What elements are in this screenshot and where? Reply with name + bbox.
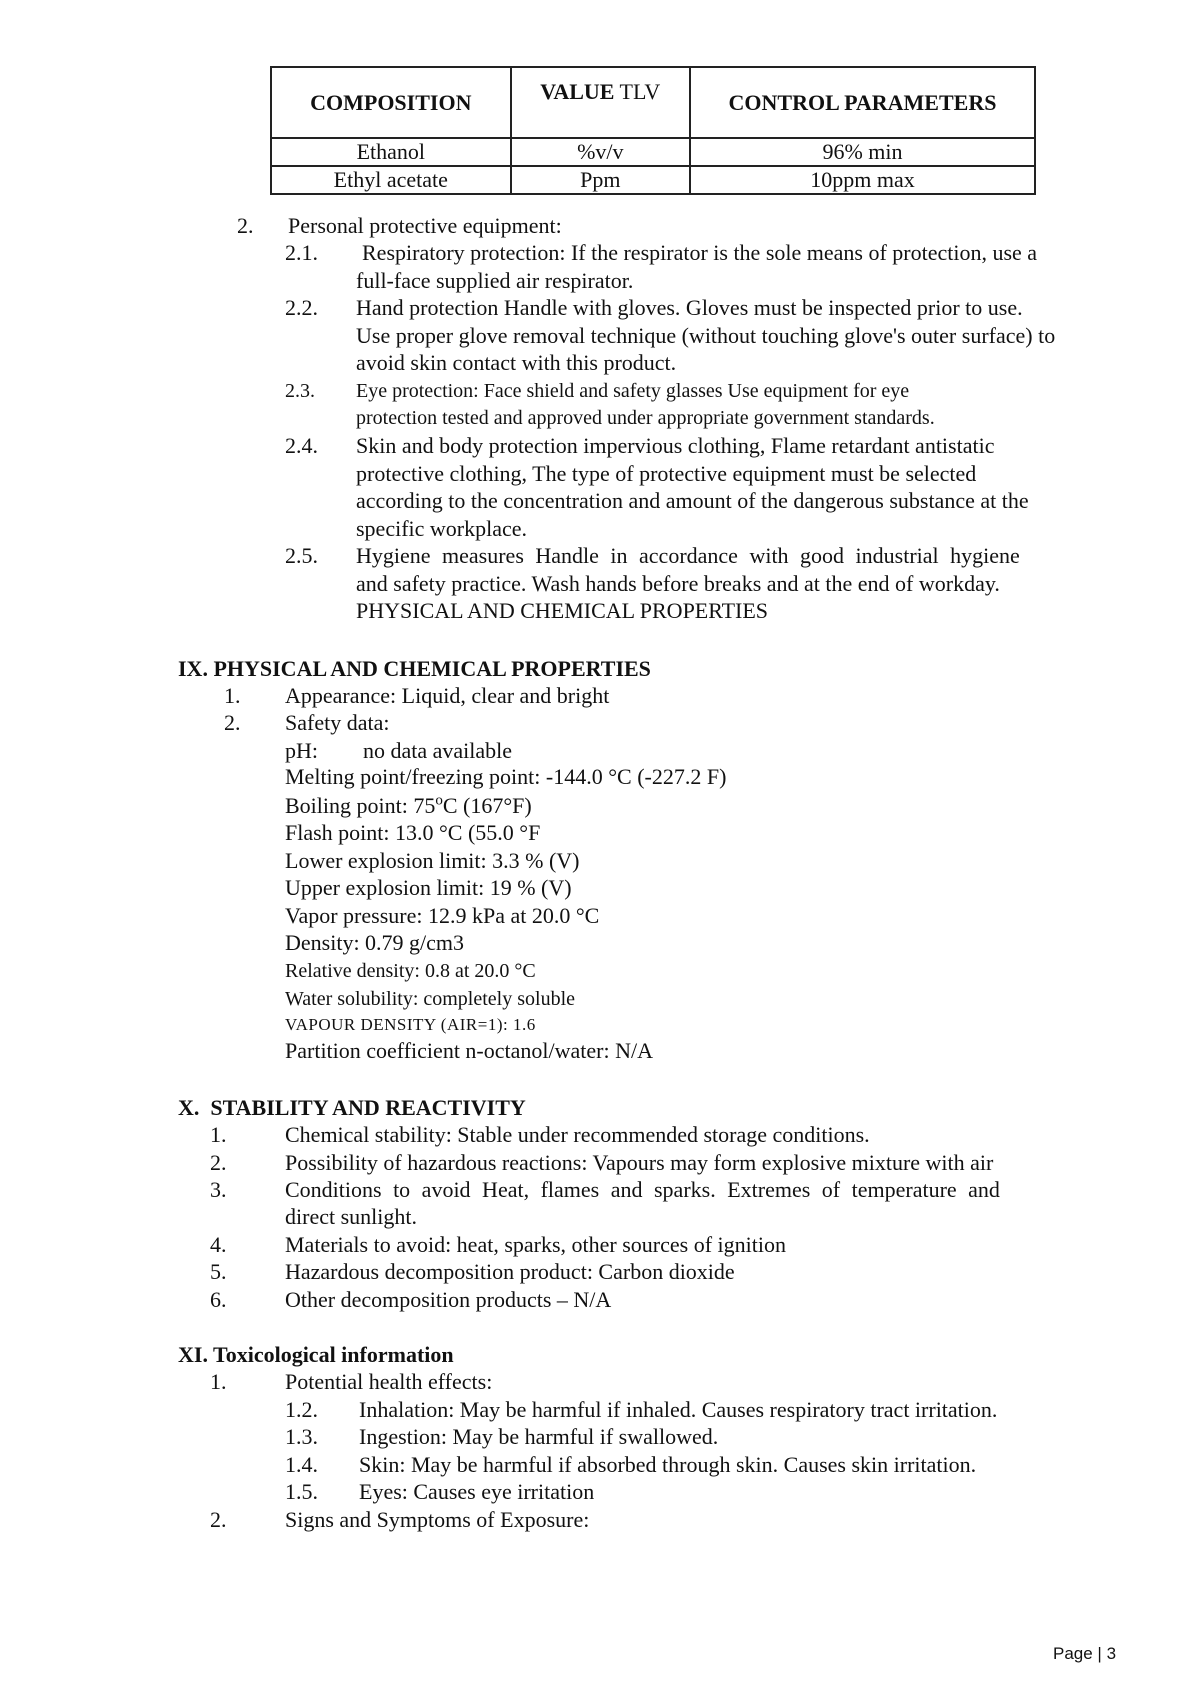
cell-value: %v/v: [511, 138, 690, 166]
ppe-item-number: 2.1.: [285, 240, 318, 265]
section-heading: X. STABILITY AND REACTIVITY: [178, 1095, 526, 1120]
ppe-item-line: PHYSICAL AND CHEMICAL PROPERTIES: [356, 598, 769, 623]
ppe-item-line: protective clothing, The type of protective equipment must be selected: [356, 461, 977, 486]
list-item-number: 3.: [210, 1177, 227, 1202]
ppe-item-number: 2.3.: [285, 380, 315, 402]
list-item-number: 1.: [210, 1369, 227, 1394]
ppe-item-line: Eye protection: Face shield and safety glasses Use equipment for eye: [356, 380, 910, 402]
header-value-tlv: TLV: [614, 79, 661, 104]
cell-composition: Ethanol: [271, 138, 511, 166]
sub-item-text: Skin: May be harmful if absorbed through skin. Causes skin irritation.: [359, 1452, 977, 1477]
sub-item-text: Eyes: Causes eye irritation: [359, 1479, 595, 1504]
ppe-item-line: protection tested and approved under appropriate government standards.: [356, 407, 935, 429]
sub-item-number: 1.2.: [285, 1397, 318, 1422]
list-item-text: Chemical stability: Stable under recommended storage conditions.: [285, 1122, 870, 1147]
upper-explosion-limit: Upper explosion limit: 19 % (V): [285, 875, 572, 900]
ppe-item-line: avoid skin contact with this product.: [356, 350, 677, 375]
boiling-point-unit: C (167°F): [442, 793, 532, 818]
sub-item-number: 1.4.: [285, 1452, 318, 1477]
boiling-point-text: Boiling point: 75: [285, 793, 436, 818]
cell-control: 10ppm max: [690, 166, 1035, 194]
water-solubility: Water solubility: completely soluble: [285, 988, 575, 1010]
vapor-pressure: Vapor pressure: 12.9 kPa at 20.0 °C: [285, 903, 600, 928]
table-row: [271, 138, 1035, 166]
list-item-number: 6.: [210, 1287, 227, 1312]
partition-coefficient: Partition coefficient n-octanol/water: N/A: [285, 1038, 653, 1063]
section-heading: IX. PHYSICAL AND CHEMICAL PROPERTIES: [178, 656, 651, 681]
header-control-parameters: CONTROL PARAMETERS: [690, 67, 1035, 138]
list-item-number: 2.: [224, 710, 241, 735]
section-heading: XI. Toxicological information: [178, 1342, 454, 1367]
ppe-title: Personal protective equipment:: [288, 213, 562, 238]
table-row: [271, 166, 1035, 194]
list-item-text: Other decomposition products – N/A: [285, 1287, 612, 1312]
list-item-number: 1.: [224, 683, 241, 708]
list-item-number: 2.: [210, 1507, 227, 1532]
ph-value: no data available: [363, 738, 513, 763]
header-composition: COMPOSITION: [271, 67, 511, 138]
list-item-text: Possibility of hazardous reactions: Vapours may form explosive mixture with air: [285, 1150, 994, 1175]
sub-item-text: Inhalation: May be harmful if inhaled. Causes respiratory tract irritation.: [359, 1397, 998, 1422]
ppe-item-line: Use proper glove removal technique (without touching glove's outer surface) to: [356, 323, 1056, 348]
list-item-number: 5.: [210, 1259, 227, 1284]
cell-composition: Ethyl acetate: [271, 166, 511, 194]
ppe-item-line: and safety practice. Wash hands before breaks and at the end of workday.: [356, 571, 1000, 596]
list-item-text: Hazardous decomposition product: Carbon dioxide: [285, 1259, 735, 1284]
vapour-density: VAPOUR DENSITY (AIR=1): 1.6: [285, 1015, 536, 1034]
cell-control: 96% min: [690, 138, 1035, 166]
list-item-number: 1.: [210, 1122, 227, 1147]
ppe-number: 2.: [237, 213, 254, 238]
header-value: [511, 67, 690, 138]
ppe-item-line: Skin and body protection impervious clothing, Flame retardant antistatic: [356, 433, 995, 458]
ppe-item-number: 2.2.: [285, 295, 318, 320]
ppe-item-line: Hygiene measures Handle in accordance with good industrial hygiene: [356, 543, 1020, 568]
ppe-item-line: specific workplace.: [356, 516, 528, 541]
density: Density: 0.79 g/cm3: [285, 930, 465, 955]
lower-explosion-limit: Lower explosion limit: 3.3 % (V): [285, 848, 580, 873]
flash-point: Flash point: 13.0 °C (55.0 °F: [285, 820, 541, 845]
ppe-item-line: Respiratory protection: If the respirator is the sole means of protection, use a: [362, 240, 1038, 265]
ppe-item-number: 2.5.: [285, 543, 318, 568]
ppe-item-number: 2.4.: [285, 433, 318, 458]
composition-table: [270, 66, 1036, 195]
melting-point: Melting point/freezing point: -144.0 °C (-227.2 F): [285, 764, 727, 789]
page-number: Page | 3: [1053, 1644, 1117, 1663]
ph-label: pH:: [285, 738, 318, 763]
relative-density: Relative density: 0.8 at 20.0 °C: [285, 960, 536, 982]
sub-item-number: 1.3.: [285, 1424, 318, 1449]
ppe-item-line: Hand protection Handle with gloves. Gloves must be inspected prior to use.: [356, 295, 1023, 320]
table-header-row: [271, 67, 1035, 138]
boiling-point: [285, 793, 532, 819]
list-item-number: 2.: [210, 1150, 227, 1175]
list-item-text: Signs and Symptoms of Exposure:: [285, 1507, 590, 1532]
list-item-text: Materials to avoid: heat, sparks, other sources of ignition: [285, 1232, 786, 1257]
list-item-text: direct sunlight.: [285, 1204, 417, 1229]
sub-item-text: Ingestion: May be harmful if swallowed.: [359, 1424, 719, 1449]
ppe-item-line: full-face supplied air respirator.: [356, 268, 634, 293]
list-item-text: Safety data:: [285, 710, 390, 735]
degree-superscript: o: [435, 792, 443, 809]
list-item-text: Conditions to avoid Heat, flames and sparks. Extremes of temperature and: [285, 1177, 1000, 1202]
list-item-number: 4.: [210, 1232, 227, 1257]
sub-item-number: 1.5.: [285, 1479, 318, 1504]
header-value-bold: VALUE: [540, 79, 615, 104]
cell-value: Ppm: [511, 166, 690, 194]
list-item-text: Potential health effects:: [285, 1369, 493, 1394]
list-item-text: Appearance: Liquid, clear and bright: [285, 683, 610, 708]
ppe-item-line: according to the concentration and amount of the dangerous substance at the: [356, 488, 1029, 513]
